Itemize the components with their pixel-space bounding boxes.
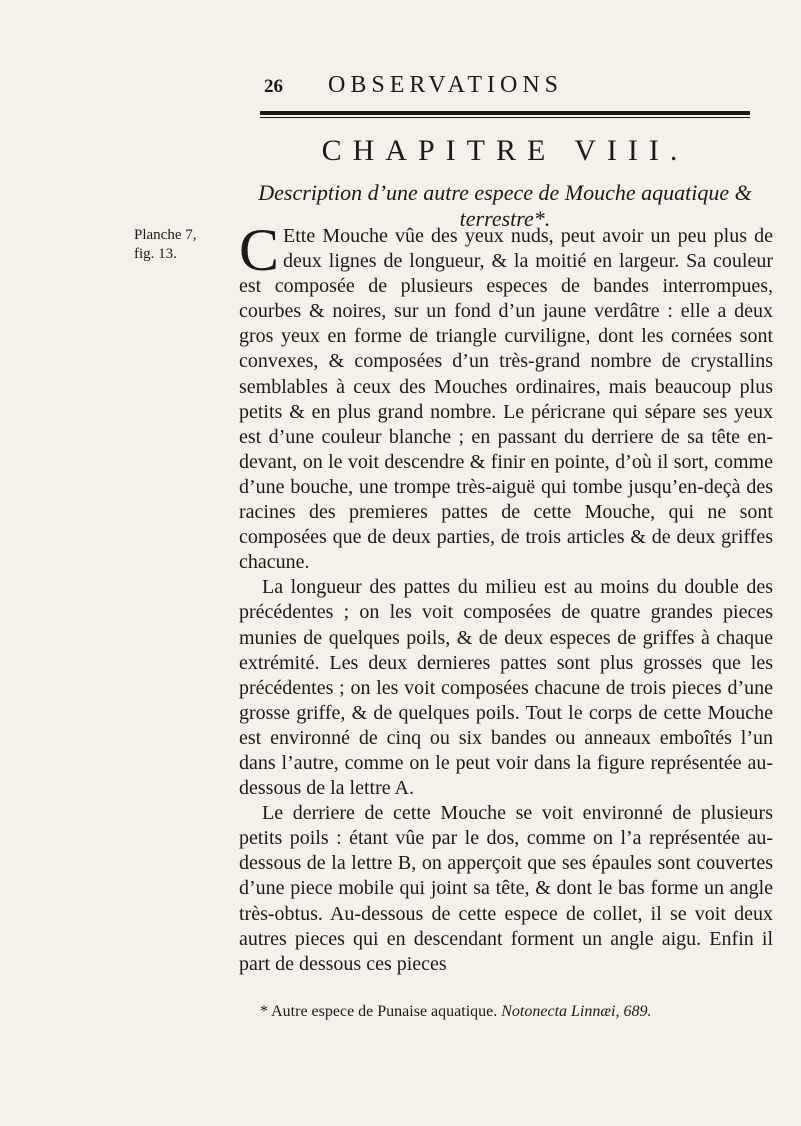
footnote-text: * Autre espece de Punaise aquatique. [260, 1003, 498, 1020]
header-rule-thick [260, 111, 750, 115]
footnote-citation: Notonecta Linnæi, 689. [501, 1003, 652, 1020]
page-number: 26 [264, 76, 283, 97]
paragraph-1-text: Ette Mouche vûe des yeux nuds, peut avoir un peu plus de deux lignes de longueur, & la moitié en largeur. Sa couleur est composée de plusieurs especes de bandes interrompues, courbes & noires, sur un fond d’un jaune verdâtre : elle a deux gros yeux en forme de triangle curviligne, dont les cornées sont convexes, & composées d’un très-grand nombre de crystallins semblables à ceux des Mouches ordinaires, mais beaucoup plus petits & en plus grand nombre. Le péricrane qui sépare ses yeux est d’une couleur blanche ; en passant du derriere de sa tête en-devant, on le voit descendre & finir en pointe, d’où il sort, comme d’une bouche, une trompe très-aiguë qui tombe jusqu’en-deçà des racines des premieres pattes de cette Mouche, qui ne sont composées que de deux parties, de trois articles & de deux griffes chacune. [239, 225, 773, 574]
margin-note-plate: Planche 7, [134, 227, 197, 243]
margin-note [134, 226, 234, 264]
body-text [239, 217, 773, 977]
paragraph-2: La longueur des pattes du milieu est au moins du double des précédentes ; on les voit composées de quatre grandes pieces munies de quelques poils, & de deux especes de griffes à chaque extrémité. Les deux dernieres pattes sont plus grosses que les précédentes ; on les voit composées chacune de trois pieces d’une grosse griffe, & de quelques poils. Tout le corps de cette Mouche est environné de cinq ou six bandes ou anneaux emboîtés l’un dans l’autre, comme on le peut voir dans la figure représentée au-dessous de la lettre A. [239, 576, 773, 800]
drop-cap: C [239, 217, 280, 283]
header-rule-thin [260, 117, 750, 118]
paragraph-3: Le derriere de cette Mouche se voit environné de plusieurs petits poils : étant vûe par le dos, comme on l’a représentée au-dessous de la lettre B, on apperçoit que ses épaules sont couvertes d’une piece mobile qui joint sa tête, & dont le bas forme un angle très-obtus. Au-dessous de cette espece de collet, il se voit deux autres pieces qui en descendant forment un angle aigu. Enfin il part de dessous ces pieces [239, 802, 773, 975]
chapter-title: CHAPITRE VIII. [321, 134, 689, 167]
chapter-subtitle: Description d’une autre espece de Mouche aquatique & terrestre*. [258, 180, 752, 231]
paragraph-1 [239, 217, 773, 575]
page-header [0, 72, 801, 102]
footnote [260, 1002, 770, 1022]
margin-note-figure: fig. 13. [134, 246, 177, 262]
running-head: OBSERVATIONS [328, 72, 564, 98]
